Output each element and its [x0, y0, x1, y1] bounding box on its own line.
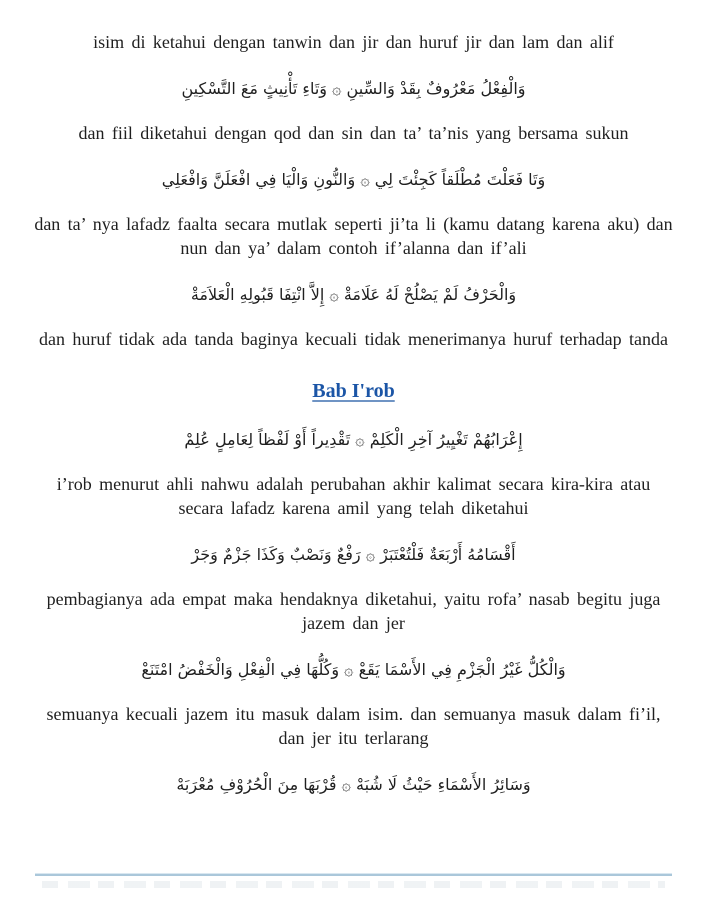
translation-line-3: dan ta’ nya lafadz faalta secara mutlak seperti ji’ta li (kamu datang karena aku) dan nun dan ya’ dalam contoh if’alanna dan if’ali	[34, 214, 673, 258]
translation-line-6: pembagianya ada empat maka hendaknya diketahui, yaitu rofa’ nasab begitu juga jazem dan jer	[46, 589, 661, 633]
translation-line-2: dan fiil diketahui dengan qod dan sin dan ta’ ta’nis yang bersama sukun	[78, 123, 629, 143]
page-footer	[32, 873, 675, 900]
translation-line-4: dan huruf tidak ada tanda baginya kecuali tidak menerimanya huruf terhadap tanda	[39, 329, 668, 349]
page-divider-line	[35, 873, 672, 876]
translation-line-1: isim di ketahui dengan tanwin dan jir dan huruf jir dan lam dan alif	[93, 32, 614, 52]
section-heading	[32, 378, 675, 404]
translation-line-5: i’rob menurut ahli nahwu adalah perubahan akhir kalimat secara kira-kira atau secara lafadz karena amil yang telah diketahui	[56, 474, 651, 518]
arabic-verse-7: وَسَائِرُ الأَسْمَاءِ حَيْثُ لَا شُبَهْ ۞ قُرْبَهَا مِنَ الْحُرُوْفِ مُعْرَبَهْ	[176, 775, 531, 794]
arabic-verse-4: إِعْرَابُهُمْ تَغْيِيرُ آخِرِ الْكَلِمْ ۞ تَقْدِيراً أَوْ لَفْظاً لِعَامِلٍ عُلِمْ	[184, 430, 523, 449]
arabic-verse-1: وَالْفِعْلُ مَعْرُوفٌ بِقَدْ وَالسِّينِ ۞ وَتَاءِ تَأْنِيثٍ مَعَ التَّسْكِينِ	[181, 79, 526, 98]
translation-line-7: semuanya kecuali jazem itu masuk dalam isim. dan semuanya masuk dalam fi’il, dan jer itu terlarang	[46, 704, 661, 748]
arabic-verse-2: وَتَا فَعَلْتَ مُطْلَقاً كَجِئْتَ لِي ۞ وَالنُّونِ وَالْيَا فِي افْعَلَنَّ وَافْعَلِي	[161, 170, 546, 189]
arabic-verse-6: وَالْكُلُّ غَيْرُ الْجَزْمِ فِي الأَسْمَا يَقَعْ ۞ وَكُلُّهَا فِي الْفِعْلِ وَالْخَفْضُ امْتَنَعْ	[141, 660, 566, 679]
arabic-verse-5: أَقْسَامُهُ أَرْبَعَةٌ فَلْتُعْتَبَرْ ۞ رَفْعٌ وَنَصْبٌ وَكَذَا جَزْمٌ وَجَرْ	[191, 545, 516, 564]
section-heading-link[interactable]: Bab I'rob	[312, 380, 395, 402]
next-page-text-preview	[42, 881, 665, 888]
arabic-verse-3: وَالْحَرْفُ لَمْ يَصْلُحْ لَهُ عَلَامَةْ ۞ إِلاَّ انْتِفَا قَبُولِهِ الْعَلاَمَةْ	[190, 285, 517, 304]
